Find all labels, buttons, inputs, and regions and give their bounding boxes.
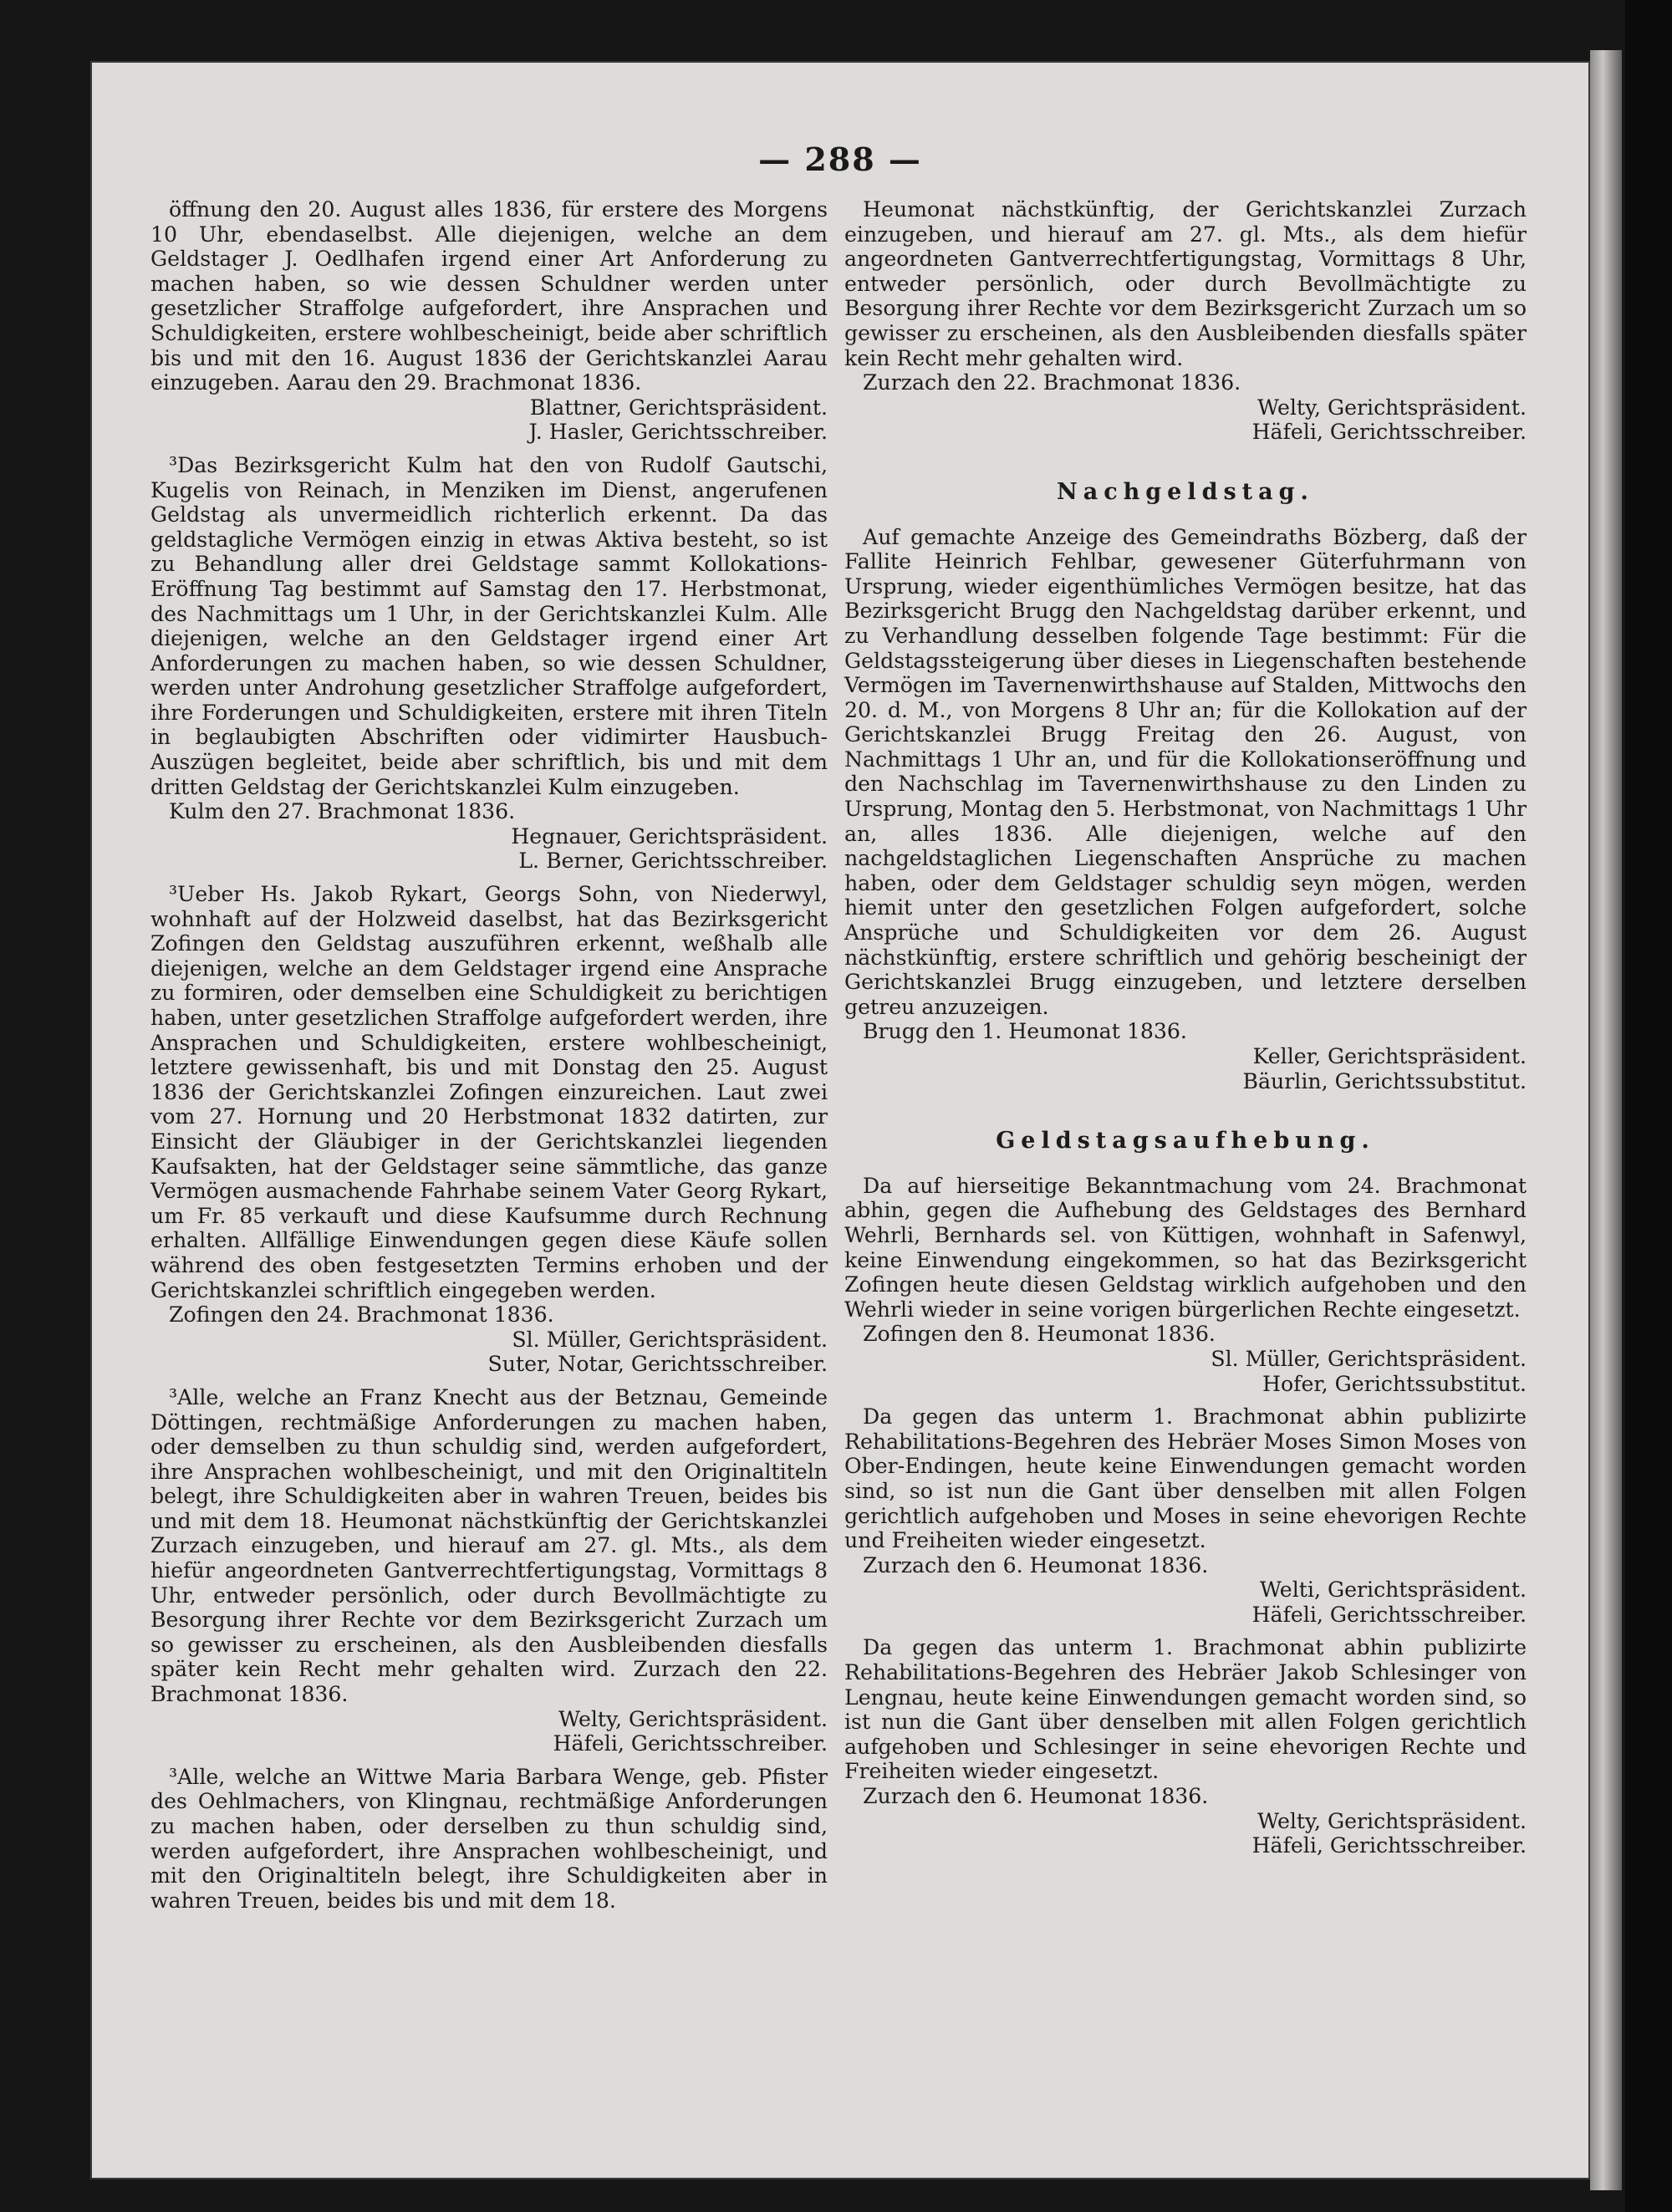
signature-line: Welty, Gerichtspräsident. — [1257, 1808, 1527, 1833]
notice-paragraph: Auf gemachte Anzeige des Gemeindraths Bözberg, daß der Fallite Heinrich Fehlbar, gewesener Güterfuhrmann von Ursprung, wieder eigenthümliches Vermögen besitze, hat das Bezirksgericht Brugg den Nachgeldstag darüber erkennt, und zu Verhandlung desselben folgende Tage bestimmt: Für die Geldstagssteigerung über dieses in Liegenschaften bestehende Vermögen im Tavernenwirthshause auf Stalden, Mittwochs den 20. d. M., von Morgens 8 Uhr an; für die Kollokation auf der Gerichtskanzlei Brugg Freitag den 26. August, von Nachmittags 1 Uhr an, und für die Kollokationseröffnung und den Nachschlag im Tavernenwirthshause zu den Linden zu Ursprung, Montag den 5. Herbstmonat, von Nachmittags 1 Uhr an, alles 1836. Alle diejenigen, welche auf den nachgeldstaglichen Liegenschaften Ansprüche zu machen haben, oder dem Geldstager schuldig seyn mögen, werden hiemit unter den gesetzlichen Folgen aufgefordert, solche Ansprüche und Schuldigkeiten vor dem 26. August nächstkünftig, erstere schriftlich und gehörig bescheinigt der Gerichtskanzlei Brugg einzugeben, und letztere derselben getreu anzuzeigen. — [844, 524, 1527, 1019]
signature-line: Häfeli, Gerichtsschreiber. — [553, 1731, 828, 1756]
place-date-line: Zurzach den 6. Heumonat 1836. — [863, 1552, 1209, 1577]
signature-line: Hofer, Gerichtssubstitut. — [1262, 1371, 1527, 1396]
signature-line: Häfeli, Gerichtsschreiber. — [1251, 420, 1527, 445]
signature-line: Hegnauer, Gerichtspräsident. — [511, 823, 828, 849]
place-date-line: Zofingen den 8. Heumonat 1836. — [863, 1322, 1216, 1347]
notice-paragraph: Da auf hierseitige Bekanntmachung vom 24. Brachmonat abhin, gegen die Aufhebung des Geldstages des Bernhard Wehrli, Bernhards sel. von Küttigen, wohnhaft in Safenwyl, keine Einwendung eingekommen, so hat das Bezirksgericht Zofingen heute diesen Geldstag wirklich aufgehoben und den Wehrli wieder in seine vorigen bürgerlichen Rechte eingesetzt. — [844, 1173, 1527, 1322]
signature-line: Welty, Gerichtspräsident. — [1257, 395, 1527, 420]
signature-line: L. Berner, Gerichtsschreiber. — [518, 849, 828, 874]
signature-line: Sl. Müller, Gerichtspräsident. — [1211, 1346, 1527, 1371]
place-date-line: Kulm den 27. Brachmonat 1836. — [169, 799, 516, 824]
notice-paragraph: Heumonat nächstkünftig, der Gerichtskanzlei Zurzach einzugeben, und hierauf am 27. gl. Mts., als dem hiefür angeordneten Gantverrechtfertigungstag, Vormittags 8 Uhr, entweder persönlich, oder durch Bevollmächtigte zu Besorgung ihrer Rechte vor dem Bezirksgericht Zurzach um so gewisser zu erscheinen, als den Ausbleibenden diesfalls später kein Recht mehr gehalten wird. — [844, 197, 1527, 370]
notice-paragraph: ³Das Bezirksgericht Kulm hat den von Rudolf Gautschi, Kugelis von Reinach, in Menziken im Dienst, angerufenen Geldstag als unvermeidlich richterlich erkennt. Da das geldstagliche Vermögen einzig in etwas Aktiva besteht, so ist zu Behandlung aller drei Geldstage sammt Kollokations-Eröffnung Tag bestimmt auf Samstag den 17. Herbstmonat, des Nachmittags um 1 Uhr, in der Gerichtskanzlei Kulm. Alle diejenigen, welche an den Geldstager irgend einer Art Anforderungen zu machen haben, so wie dessen Schuldner, werden unter Androhung gesetzlicher Straffolge aufgefordert, ihre Forderungen und Schuldigkeiten, erstere mit ihren Titeln in beglaubigten Abschriften oder vidimirter Hausbuch-Auszügen begleitet, beide aber schriftlich, bis und mit dem dritten Geldstag der Gerichtskanzlei Kulm einzugeben. — [150, 452, 828, 799]
signature-line: Blattner, Gerichtspräsident. — [529, 395, 828, 420]
signature-line: Häfeli, Gerichtsschreiber. — [1251, 1602, 1527, 1627]
notice-paragraph: öffnung den 20. August alles 1836, für erstere des Morgens 10 Uhr, ebendaselbst. Alle diejenigen, welche an dem Geldstager J. Oedlhafen irgend einer Art Anforderung zu machen haben, so wie dessen Schuldner werden unter gesetzlicher Straffolge aufgefordert, ihre Ansprachen und Schuldigkeiten, erstere wohlbescheinigt, beide aber schriftlich bis und mit den 16. August 1836 der Gerichtskanzlei Aarau einzugeben. Aarau den 29. Brachmonat 1836. — [150, 197, 828, 395]
signature-line: Bäurlin, Gerichtssubstitut. — [1242, 1068, 1527, 1093]
signature-line: Sl. Müller, Gerichtspräsident. — [512, 1327, 828, 1352]
notice-paragraph: ³Alle, welche an Franz Knecht aus der Betznau, Gemeinde Döttingen, rechtmäßige Anforderungen zu machen haben, oder demselben zu thun schuldig sind, werden aufgefordert, ihre Ansprachen wohlbescheinigt, und mit den Originaltiteln belegt, ihre Schuldigkeiten aber in wahren Treuen, beides bis und mit dem 18. Heumonat nächstkünftig der Gerichtskanzlei Zurzach einzugeben, und hierauf am 27. gl. Mts., als dem hiefür angeordneten Gantverrechtfertigungstag, Vormittags 8 Uhr, entweder persönlich, oder durch Bevollmächtigte zu Besorgung ihrer Rechte vor dem Bezirksgericht Zurzach um so gewisser zu erscheinen, als den Ausbleibenden diesfalls später kein Recht mehr gehalten wird. Zurzach den 22. Brachmonat 1836. — [150, 1384, 828, 1707]
signature-line: J. Hasler, Gerichtsschreiber. — [528, 420, 828, 445]
left-column — [150, 197, 828, 1913]
book-spine — [1590, 50, 1622, 2190]
signature-line: Häfeli, Gerichtsschreiber. — [1251, 1833, 1527, 1858]
signature-line: Welty, Gerichtspräsident. — [558, 1706, 828, 1731]
notice-paragraph: ³Ueber Hs. Jakob Rykart, Georgs Sohn, von Niederwyl, wohnhaft auf der Holzweid daselbst, hat das Bezirksgericht Zofingen den Geldstag auszuführen erkennt, weßhalb alle diejenigen, welche an dem Geldstager irgend eine Ansprache zu formiren, oder demselben eine Schuldigkeit zu berichtigen haben, unter gesetzlichen Straffolge aufgefordert werden, ihre Ansprachen und Schuldigkeiten, erstere wohlbescheinigt, letztere gewissenhaft, bis und mit Donstag den 25. August 1836 der Gerichtskanzlei Zofingen einzureichen. Laut zwei vom 27. Hornung und 20 Herbstmonat 1832 datirten, zur Einsicht der Gläubiger in der Gerichtskanzlei liegenden Kaufsakten, hat der Geldstager seine sämmtliche, das ganze Vermögen ausmachende Fahrhabe seinem Vater Georg Rykart, um Fr. 85 verkauft und diese Kaufsumme durch Rechnung erhalten. Allfällige Einwendungen gegen diese Käufe sollen während des oben festgesetzten Termins erhoben und der Gerichtskanzlei schriftlich eingegeben werden. — [150, 882, 828, 1302]
signature-line: Welti, Gerichtspräsident. — [1259, 1577, 1527, 1603]
page-number: — 288 — — [758, 140, 922, 178]
section-heading: Geldstagsaufhebung. — [996, 1128, 1375, 1154]
signature-line: Keller, Gerichtspräsident. — [1252, 1044, 1527, 1068]
section-heading: Nachgeldstag. — [1057, 478, 1314, 505]
scan-edge — [1625, 0, 1672, 2212]
notice-paragraph: Da gegen das unterm 1. Brachmonat abhin publizirte Rehabilitations-Begehren des Hebräer Moses Simon Moses von Ober-Endingen, heute keine Einwendungen gemacht worden sind, so ist nun die Gant über denselben mit allen Folgen gerichtlich aufgehoben und Moses in seine ehevorigen Rechte und Freiheiten wieder eingesetzt. — [844, 1404, 1527, 1553]
notice-paragraph: ³Alle, welche an Wittwe Maria Barbara Wenge, geb. Pfister des Oehlmachers, von Klingnau, rechtmäßige Anforderungen zu machen haben, oder derselben zu thun schuldig sind, werden aufgefordert, ihre Ansprachen wohlbescheinigt, und mit den Originaltiteln belegt, ihre Schuldigkeiten aber in wahren Treuen, beides bis und mit dem 18. — [150, 1764, 828, 1913]
notice-paragraph: Da gegen das unterm 1. Brachmonat abhin publizirte Rehabilitations-Begehren des Hebräer Jakob Schlesinger von Lengnau, heute keine Einwendungen gemacht worden sind, so ist nun die Gant über denselben mit allen Folgen gerichtlich aufgehoben und Schlesinger in seine ehevorigen Rechte und Freiheiten wieder eingesetzt. — [844, 1635, 1527, 1784]
signature-line: Suter, Notar, Gerichtsschreiber. — [487, 1352, 828, 1377]
place-date-line: Zurzach den 22. Brachmonat 1836. — [863, 370, 1241, 395]
place-date-line: Zofingen den 24. Brachmonat 1836. — [169, 1302, 554, 1328]
place-date-line: Zurzach den 6. Heumonat 1836. — [863, 1784, 1209, 1809]
right-column — [844, 197, 1527, 1858]
place-date-line: Brugg den 1. Heumonat 1836. — [863, 1019, 1187, 1044]
